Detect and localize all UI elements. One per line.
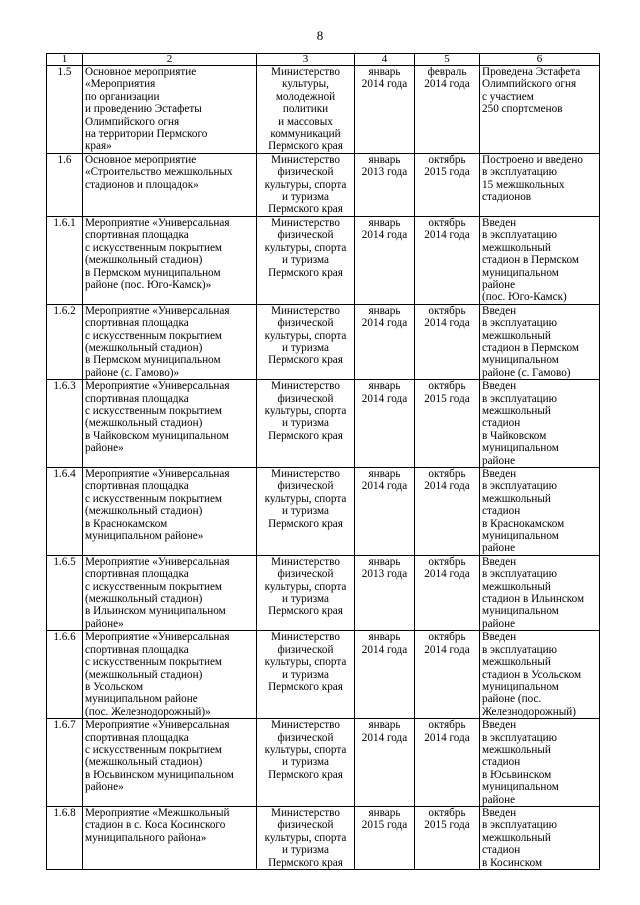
executor-line: Пермского края bbox=[268, 517, 343, 530]
result-line: стадион bbox=[482, 756, 521, 769]
end-date-line: октябрь bbox=[428, 380, 466, 393]
result-line: (пос. Юго-Камск) bbox=[482, 291, 567, 304]
result-line: Введен bbox=[482, 806, 517, 819]
start-date-line: январь bbox=[368, 66, 401, 78]
executor-line: Министерство bbox=[271, 555, 340, 568]
executor-line: и туризма bbox=[282, 593, 329, 606]
event-name-line: с искусственным покрытием bbox=[85, 656, 223, 669]
result-line: в эксплуатацию bbox=[482, 166, 558, 179]
result-line: межшкольный bbox=[482, 241, 551, 254]
result-line: стадион bbox=[482, 417, 521, 430]
result-line: стадион в Пермском bbox=[482, 254, 579, 267]
event-name-line: (межшкольный стадион) bbox=[85, 417, 203, 430]
start-date-line: 2014 года bbox=[361, 229, 408, 242]
executor-line: Пермского края bbox=[268, 680, 343, 693]
event-name-line: Мероприятие «Межшкольный bbox=[85, 806, 230, 819]
end-date-cell bbox=[415, 304, 480, 379]
executor-line: физической bbox=[277, 166, 334, 179]
result-line: межшкольный bbox=[482, 329, 551, 342]
table-row bbox=[47, 555, 600, 630]
executor-line: физической bbox=[277, 229, 334, 242]
end-date-line: 2015 года bbox=[424, 166, 470, 179]
end-date-line: 2014 года bbox=[424, 643, 470, 656]
result-line: муниципальном bbox=[482, 605, 559, 618]
end-date-line: 2014 года bbox=[424, 317, 470, 330]
end-date-line: 2014 года bbox=[424, 480, 470, 493]
end-date-cell bbox=[415, 631, 480, 719]
start-date-line: январь bbox=[368, 555, 401, 568]
start-date-line: 2014 года bbox=[361, 480, 408, 493]
result-line: муниципальном bbox=[482, 266, 559, 279]
result-line: в эксплуатацию bbox=[482, 568, 558, 581]
event-name-line: края» bbox=[85, 140, 112, 153]
end-date-line: 2014 года bbox=[424, 568, 470, 581]
executor-line: культуры, спорта bbox=[264, 743, 347, 756]
event-name-cell bbox=[83, 66, 257, 154]
result-line: стадион bbox=[482, 505, 521, 518]
result-line: районе (с. Гамово) bbox=[482, 366, 571, 379]
result-line: Введен bbox=[482, 555, 517, 568]
event-name-line: Олимпийского огня bbox=[85, 115, 180, 128]
result-line: в эксплуатацию bbox=[482, 392, 558, 405]
executor-cell bbox=[257, 719, 355, 807]
end-date-line: октябрь bbox=[428, 719, 466, 732]
executor-line: физической bbox=[277, 731, 334, 744]
event-name-line: (межшкольный стадион) bbox=[85, 756, 203, 769]
end-date-cell bbox=[415, 806, 480, 869]
event-name-line: Мероприятие «Универсальная bbox=[85, 216, 230, 229]
result-line: стадион в Ильинском bbox=[482, 593, 585, 606]
end-date-line: октябрь bbox=[428, 216, 466, 229]
result-line: муниципальном bbox=[482, 680, 559, 693]
executor-line: и туризма bbox=[282, 844, 329, 857]
header-cell: 5 bbox=[415, 54, 480, 66]
table-row bbox=[47, 216, 600, 304]
result-cell bbox=[480, 304, 600, 379]
start-date-line: 2014 года bbox=[361, 643, 408, 656]
header-cell: 4 bbox=[355, 54, 415, 66]
result-line: районе bbox=[482, 617, 516, 630]
event-name-line: на территории Пермского bbox=[85, 128, 208, 141]
executor-line: Пермского края bbox=[268, 429, 343, 442]
end-date-cell bbox=[415, 468, 480, 556]
executor-line: Пермского края bbox=[268, 203, 343, 216]
table-row bbox=[47, 380, 600, 468]
end-date-line: октябрь bbox=[428, 468, 466, 480]
item-number-cell: 1.6.3 bbox=[47, 380, 83, 468]
start-date-line: 2015 года bbox=[361, 819, 408, 832]
executor-line: Министерство bbox=[271, 216, 340, 229]
result-line: районе bbox=[482, 793, 516, 806]
start-date-line: январь bbox=[368, 806, 401, 819]
event-name-line: районе (пос. Юго-Камск)» bbox=[85, 278, 212, 291]
executor-line: и массовых bbox=[278, 115, 333, 128]
event-name-line: стадионов и площадок» bbox=[85, 178, 199, 191]
item-number-cell: 1.5 bbox=[47, 66, 83, 154]
table-row bbox=[47, 304, 600, 379]
executor-line: Министерство bbox=[271, 380, 340, 393]
start-date-line: 2013 года bbox=[361, 166, 408, 179]
start-date-line: 2014 года bbox=[361, 392, 408, 405]
result-cell bbox=[480, 66, 600, 154]
event-name-line: районе» bbox=[85, 781, 124, 794]
item-number-cell: 1.6.1 bbox=[47, 216, 83, 304]
start-date-line: январь bbox=[368, 631, 401, 644]
event-name-line: стадион в с. Коса Косинского bbox=[85, 819, 226, 832]
executor-line: культуры, спорта bbox=[264, 580, 347, 593]
result-cell bbox=[480, 216, 600, 304]
result-line: в эксплуатацию bbox=[482, 819, 558, 832]
executor-line: Министерство bbox=[271, 153, 340, 166]
executor-line: Министерство bbox=[271, 806, 340, 819]
result-line: Введен bbox=[482, 631, 517, 644]
start-date-line: 2014 года bbox=[361, 731, 408, 744]
event-name-cell bbox=[83, 719, 257, 807]
event-name-line: Мероприятие «Универсальная bbox=[85, 631, 230, 644]
executor-line: культуры, спорта bbox=[264, 656, 347, 669]
executor-line: Министерство bbox=[271, 719, 340, 732]
result-line: межшкольный bbox=[482, 831, 551, 844]
result-line: в Чайковском bbox=[482, 429, 547, 442]
start-date-cell bbox=[355, 555, 415, 630]
event-name-line: с искусственным покрытием bbox=[85, 743, 223, 756]
event-name-line: районе» bbox=[85, 442, 124, 455]
event-name-line: Мероприятие «Универсальная bbox=[85, 380, 230, 393]
executor-line: Министерство bbox=[271, 468, 340, 480]
result-line: 15 межшкольных bbox=[482, 178, 565, 191]
executor-line: Пермского края bbox=[268, 605, 343, 618]
event-name-line: с искусственным покрытием bbox=[85, 492, 223, 505]
result-line: межшкольный bbox=[482, 656, 551, 669]
result-cell bbox=[480, 153, 600, 216]
end-date-line: февраль bbox=[427, 66, 467, 78]
header-cell: 3 bbox=[257, 54, 355, 66]
item-number-cell: 1.6.4 bbox=[47, 468, 83, 556]
executor-line: Пермского края bbox=[268, 266, 343, 279]
start-date-line: 2014 года bbox=[361, 317, 408, 330]
result-line: Введен bbox=[482, 719, 517, 732]
header-cell: 2 bbox=[83, 54, 257, 66]
event-name-line: спортивная площадка bbox=[85, 643, 189, 656]
end-date-cell bbox=[415, 719, 480, 807]
result-line: муниципальном bbox=[482, 442, 559, 455]
event-name-cell bbox=[83, 631, 257, 719]
event-name-line: Мероприятие «Универсальная bbox=[85, 468, 230, 480]
start-date-line: январь bbox=[368, 719, 401, 732]
events-table bbox=[46, 53, 600, 870]
end-date-cell bbox=[415, 555, 480, 630]
event-name-line: в Юсьвинском муниципальном bbox=[85, 768, 234, 781]
event-name-line: спортивная площадка bbox=[85, 317, 189, 330]
end-date-line: октябрь bbox=[428, 153, 466, 166]
end-date-line: октябрь bbox=[428, 555, 466, 568]
result-line: районе bbox=[482, 454, 516, 467]
table-row bbox=[47, 468, 600, 556]
result-cell bbox=[480, 719, 600, 807]
start-date-line: январь bbox=[368, 216, 401, 229]
executor-line: физической bbox=[277, 643, 334, 656]
executor-cell bbox=[257, 555, 355, 630]
event-name-line: (пос. Железнодорожный)» bbox=[85, 705, 211, 718]
result-line: муниципальном bbox=[482, 781, 559, 794]
result-line: в Юсьвинском bbox=[482, 768, 552, 781]
end-date-line: 2015 года bbox=[424, 392, 470, 405]
item-number-cell: 1.6.7 bbox=[47, 719, 83, 807]
executor-cell bbox=[257, 304, 355, 379]
event-name-line: спортивная площадка bbox=[85, 392, 189, 405]
executor-line: культуры, спорта bbox=[264, 492, 347, 505]
page-number: 8 bbox=[316, 28, 324, 43]
result-line: в эксплуатацию bbox=[482, 229, 558, 242]
table-row bbox=[47, 806, 600, 869]
result-line: Олимпийского огня bbox=[482, 78, 577, 91]
start-date-cell bbox=[355, 216, 415, 304]
executor-line: и туризма bbox=[282, 191, 329, 204]
result-line: в эксплуатацию bbox=[482, 317, 558, 330]
start-date-cell bbox=[355, 66, 415, 154]
start-date-cell bbox=[355, 304, 415, 379]
result-line: в эксплуатацию bbox=[482, 643, 558, 656]
event-name-cell bbox=[83, 806, 257, 869]
result-line: Введен bbox=[482, 216, 517, 229]
result-line: стадионов bbox=[482, 191, 532, 204]
event-name-line: в Краснокамском bbox=[85, 517, 168, 530]
event-name-line: «Строительство межшкольных bbox=[85, 166, 233, 179]
event-name-line: с искусственным покрытием bbox=[85, 580, 223, 593]
event-name-line: (межшкольный стадион) bbox=[85, 593, 203, 606]
event-name-line: спортивная площадка bbox=[85, 568, 189, 581]
event-name-line: спортивная площадка bbox=[85, 229, 189, 242]
table-row bbox=[47, 631, 600, 719]
event-name-line: (межшкольный стадион) bbox=[85, 254, 203, 267]
executor-line: политики bbox=[282, 103, 329, 116]
result-line: муниципальном bbox=[482, 354, 559, 367]
result-line: в эксплуатацию bbox=[482, 731, 558, 744]
event-name-line: спортивная площадка bbox=[85, 731, 189, 744]
result-line: Введен bbox=[482, 304, 517, 317]
executor-line: и туризма bbox=[282, 756, 329, 769]
event-name-line: Мероприятие «Универсальная bbox=[85, 719, 230, 732]
start-date-cell bbox=[355, 719, 415, 807]
start-date-line: январь bbox=[368, 468, 401, 480]
event-name-line: муниципальном районе» bbox=[85, 530, 204, 543]
executor-cell bbox=[257, 806, 355, 869]
event-name-line: в Усольском bbox=[85, 680, 144, 693]
executor-line: Министерство bbox=[271, 66, 340, 78]
event-name-line: Основное мероприятие bbox=[85, 66, 197, 78]
result-line: Построено и введено bbox=[482, 153, 583, 166]
executor-cell bbox=[257, 468, 355, 556]
end-date-line: октябрь bbox=[428, 304, 466, 317]
result-line: Железнодорожный) bbox=[482, 705, 576, 718]
start-date-cell bbox=[355, 380, 415, 468]
item-number-cell: 1.6.2 bbox=[47, 304, 83, 379]
executor-line: и туризма bbox=[282, 668, 329, 681]
executor-cell bbox=[257, 631, 355, 719]
start-date-cell bbox=[355, 468, 415, 556]
start-date-line: 2013 года bbox=[361, 568, 408, 581]
executor-cell bbox=[257, 216, 355, 304]
result-line: муниципальном bbox=[482, 530, 559, 543]
executor-line: физической bbox=[277, 568, 334, 581]
event-name-cell bbox=[83, 216, 257, 304]
event-name-line: с искусственным покрытием bbox=[85, 404, 223, 417]
result-line: районе bbox=[482, 278, 516, 291]
event-name-line: в Пермском муниципальном bbox=[85, 354, 221, 367]
event-name-cell bbox=[83, 304, 257, 379]
result-line: стадион в Усольском bbox=[482, 668, 582, 681]
event-name-line: и проведению Эстафеты bbox=[85, 103, 202, 116]
event-name-line: районе (с. Гамово)» bbox=[85, 366, 180, 379]
executor-line: физической bbox=[277, 317, 334, 330]
event-name-cell bbox=[83, 468, 257, 556]
event-name-line: в Чайковском муниципальном bbox=[85, 429, 229, 442]
executor-line: культуры, спорта bbox=[264, 404, 347, 417]
header-row bbox=[47, 54, 600, 66]
result-cell bbox=[480, 555, 600, 630]
end-date-line: октябрь bbox=[428, 806, 466, 819]
event-name-line: «Мероприятия bbox=[85, 78, 156, 91]
executor-line: Пермского края bbox=[268, 354, 343, 367]
result-line: стадион в Пермском bbox=[482, 341, 579, 354]
event-name-line: (межшкольный стадион) bbox=[85, 505, 203, 518]
item-number-cell: 1.6.5 bbox=[47, 555, 83, 630]
event-name-line: Мероприятие «Универсальная bbox=[85, 555, 230, 568]
executor-line: культуры, спорта bbox=[264, 831, 347, 844]
start-date-line: 2014 года bbox=[361, 78, 408, 91]
table-body bbox=[47, 66, 600, 870]
table-row bbox=[47, 66, 600, 154]
header-cell: 6 bbox=[480, 54, 600, 66]
result-line: районе bbox=[482, 542, 516, 555]
end-date-line: 2014 года bbox=[424, 731, 470, 744]
result-line: межшкольный bbox=[482, 743, 551, 756]
executor-line: культуры, bbox=[282, 78, 329, 91]
event-name-line: с искусственным покрытием bbox=[85, 241, 223, 254]
executor-line: Пермского края bbox=[268, 140, 343, 153]
result-line: с участием bbox=[482, 90, 534, 103]
executor-line: физической bbox=[277, 392, 334, 405]
start-date-cell bbox=[355, 153, 415, 216]
event-name-line: (межшкольный стадион) bbox=[85, 668, 203, 681]
result-cell bbox=[480, 380, 600, 468]
event-name-line: Основное мероприятие bbox=[85, 153, 197, 166]
result-line: Проведена Эстафета bbox=[482, 66, 581, 78]
executor-cell bbox=[257, 66, 355, 154]
result-line: в Косинском bbox=[482, 856, 543, 869]
end-date-line: 2014 года bbox=[424, 78, 470, 91]
executor-line: физической bbox=[277, 480, 334, 493]
event-name-cell bbox=[83, 380, 257, 468]
end-date-line: 2014 года bbox=[424, 229, 470, 242]
executor-line: коммуникаций bbox=[270, 128, 341, 141]
result-line: в эксплуатацию bbox=[482, 480, 558, 493]
result-line: районе (пос. bbox=[482, 693, 542, 706]
executor-line: и туризма bbox=[282, 505, 329, 518]
result-line: межшкольный bbox=[482, 404, 551, 417]
table-row bbox=[47, 719, 600, 807]
event-name-line: в Пермском муниципальном bbox=[85, 266, 221, 279]
result-line: стадион bbox=[482, 844, 521, 857]
executor-line: физической bbox=[277, 819, 334, 832]
executor-line: и туризма bbox=[282, 254, 329, 267]
result-line: 250 спортсменов bbox=[482, 103, 563, 116]
result-cell bbox=[480, 806, 600, 869]
executor-line: молодежной bbox=[275, 90, 336, 103]
event-name-cell bbox=[83, 153, 257, 216]
table-row bbox=[47, 153, 600, 216]
executor-cell bbox=[257, 153, 355, 216]
executor-line: и туризма bbox=[282, 341, 329, 354]
result-cell bbox=[480, 631, 600, 719]
end-date-cell bbox=[415, 66, 480, 154]
result-line: межшкольный bbox=[482, 492, 551, 505]
end-date-cell bbox=[415, 380, 480, 468]
event-name-line: в Ильинском муниципальном bbox=[85, 605, 226, 618]
header-cell: 1 bbox=[47, 54, 83, 66]
result-cell bbox=[480, 468, 600, 556]
executor-line: Пермского края bbox=[268, 768, 343, 781]
executor-line: Министерство bbox=[271, 631, 340, 644]
end-date-line: 2015 года bbox=[424, 819, 470, 832]
start-date-cell bbox=[355, 631, 415, 719]
result-line: Введен bbox=[482, 468, 517, 480]
result-line: межшкольный bbox=[482, 580, 551, 593]
start-date-line: январь bbox=[368, 304, 401, 317]
event-name-line: Мероприятие «Универсальная bbox=[85, 304, 230, 317]
executor-line: и туризма bbox=[282, 417, 329, 430]
item-number-cell: 1.6.6 bbox=[47, 631, 83, 719]
start-date-line: январь bbox=[368, 153, 401, 166]
start-date-line: январь bbox=[368, 380, 401, 393]
event-name-line: районе» bbox=[85, 617, 124, 630]
start-date-cell bbox=[355, 806, 415, 869]
event-name-line: с искусственным покрытием bbox=[85, 329, 223, 342]
executor-line: культуры, спорта bbox=[264, 178, 347, 191]
end-date-line: октябрь bbox=[428, 631, 466, 644]
end-date-cell bbox=[415, 216, 480, 304]
event-name-line: муниципальном районе bbox=[85, 693, 198, 706]
item-number-cell: 1.6 bbox=[47, 153, 83, 216]
event-name-line: спортивная площадка bbox=[85, 480, 189, 493]
result-line: Введен bbox=[482, 380, 517, 393]
result-line: в Краснокамском bbox=[482, 517, 565, 530]
event-name-cell bbox=[83, 555, 257, 630]
end-date-cell bbox=[415, 153, 480, 216]
executor-line: Министерство bbox=[271, 304, 340, 317]
executor-cell bbox=[257, 380, 355, 468]
executor-line: Пермского края bbox=[268, 856, 343, 869]
executor-line: культуры, спорта bbox=[264, 241, 347, 254]
event-name-line: (межшкольный стадион) bbox=[85, 341, 203, 354]
event-name-line: по организации bbox=[85, 90, 160, 103]
event-name-line: муниципального района» bbox=[85, 831, 207, 844]
item-number-cell: 1.6.8 bbox=[47, 806, 83, 869]
executor-line: культуры, спорта bbox=[264, 329, 347, 342]
